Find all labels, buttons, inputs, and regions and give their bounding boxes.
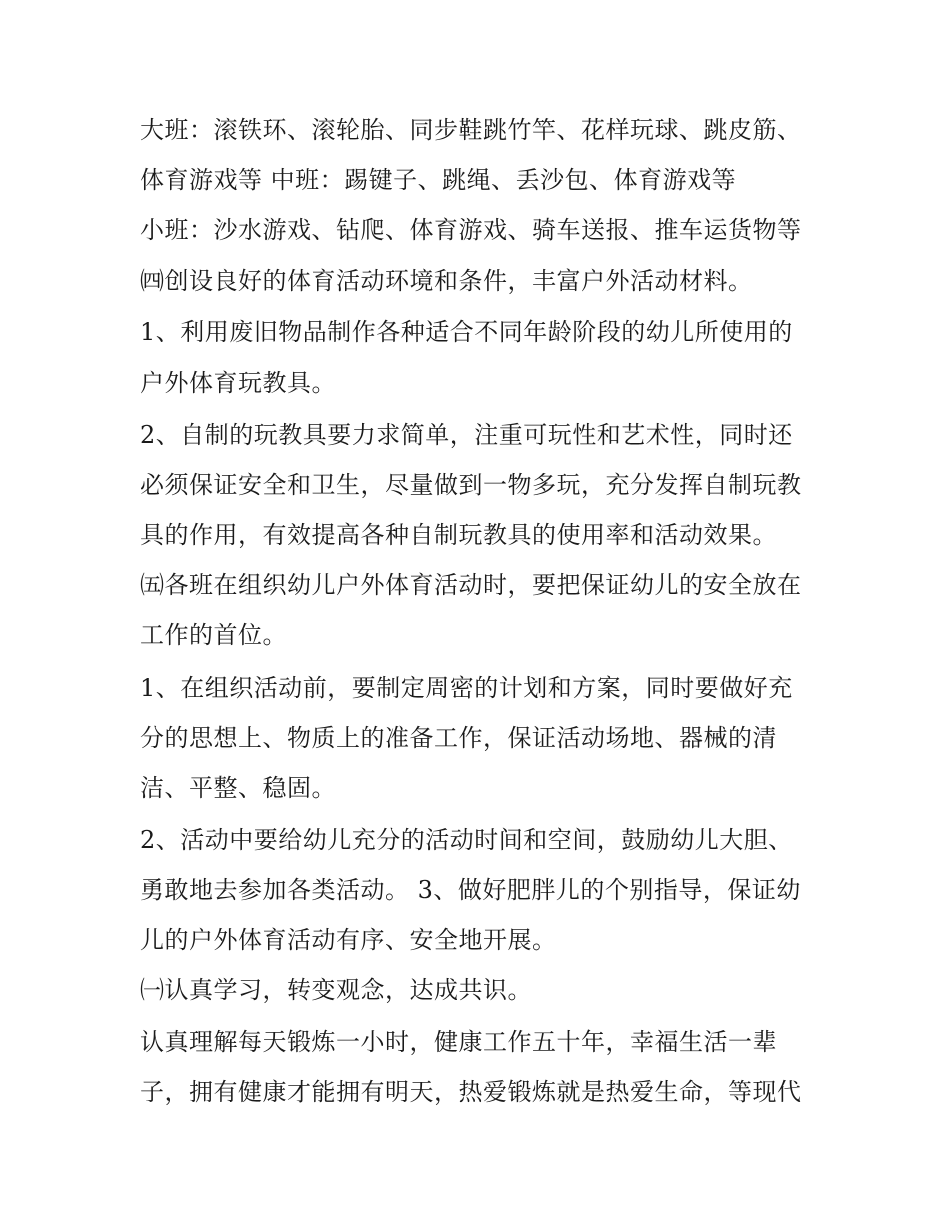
text-line: 1、利用废旧物品制作各种适合不同年龄阶段的幼儿所使用的	[140, 318, 793, 346]
text-line: 必须保证安全和卫生，尽量做到一物多玩，充分发挥自制玩教	[140, 471, 802, 499]
text-line: 子，拥有健康才能拥有明天，热爱锻炼就是热爱生命，等现代	[140, 1078, 802, 1106]
text-line: ㈤各班在组织幼儿户外体育活动时，要把保证幼儿的安全放在	[140, 571, 802, 599]
text-line: 2、活动中要给幼儿充分的活动时间和空间，鼓励幼儿大胆、	[140, 826, 793, 854]
text-line: 2、自制的玩教具要力求简单，注重可玩性和艺术性，同时还	[140, 421, 793, 449]
text-line: 勇敢地去参加各类活动。 3、做好肥胖儿的个别指导，保证幼	[140, 876, 801, 904]
text-line: 体育游戏等 中班：踢键子、跳绳、丢沙包、体育游戏等	[140, 166, 737, 194]
text-line: 具的作用，有效提高各种自制玩教具的使用率和活动效果。	[140, 521, 777, 549]
text-line: ㈣创设良好的体育活动环境和条件，丰富户外活动材料。	[140, 267, 753, 295]
text-line: 洁、平整、稳固。	[140, 774, 336, 802]
text-line: 户外体育玩教具。	[140, 369, 336, 397]
text-line: 认真理解每天锻炼一小时，健康工作五十年，幸福生活一辈	[140, 1028, 777, 1056]
text-line: 工作的首位。	[140, 621, 287, 649]
text-line: 小班：沙水游戏、钻爬、体育游戏、骑车送报、推车运货物等	[140, 216, 802, 244]
text-line: 大班：滚铁环、滚轮胎、同步鞋跳竹竿、花样玩球、跳皮筋、	[140, 116, 802, 144]
text-line: 1、在组织活动前，要制定周密的计划和方案，同时要做好充	[140, 674, 793, 702]
text-line: 分的思想上、物质上的准备工作，保证活动场地、器械的清	[140, 724, 777, 752]
text-line: ㈠认真学习，转变观念，达成共识。	[140, 976, 532, 1004]
text-line: 儿的户外体育活动有序、安全地开展。	[140, 926, 557, 954]
